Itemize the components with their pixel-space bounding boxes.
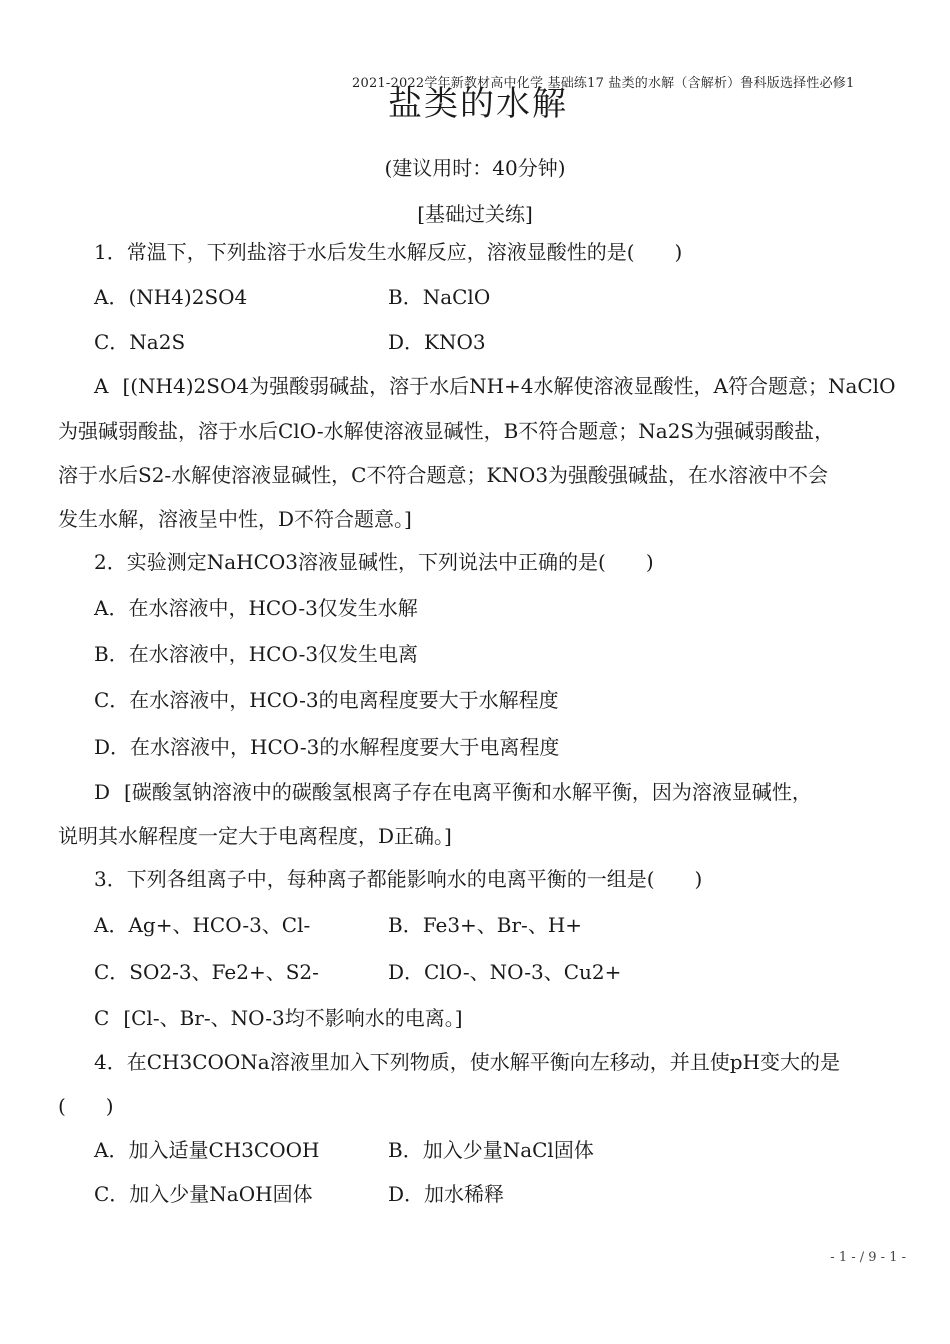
q2-option-b: B．在水溶液中，HCO-3仅发生电离	[94, 642, 419, 666]
q2-stem: 2．实验测定NaHCO3溶液显碱性，下列说法中正确的是( )	[94, 550, 654, 574]
q4-option-c: C．加入少量NaOH固体	[94, 1182, 313, 1206]
page-number: - 1 - / 9 - 1 -	[830, 1250, 906, 1265]
q2-explanation-text: [碳酸氢钠溶液中的碳酸氢根离子存在电离平衡和水解平衡，因为溶液显碱性，	[124, 780, 812, 804]
q1-option-b: B．NaClO	[388, 285, 491, 309]
q3-option-d: D．ClO-、NO-3、Cu2+	[388, 960, 622, 984]
q3-explanation-line1	[94, 1004, 463, 1032]
q3-stem: 3．下列各组离子中，每种离子都能影响水的电离平衡的一组是( )	[94, 867, 703, 891]
q1-explanation-line4: 发生水解，溶液呈中性，D不符合题意。]	[58, 507, 412, 531]
q4-stem-blank: ( )	[58, 1094, 114, 1118]
q4-option-b: B．加入少量NaCl固体	[388, 1138, 594, 1162]
q2-explanation-line1	[94, 778, 812, 806]
header-note: 2021-2022学年新教材高中化学 基础练17 盐类的水解（含解析）鲁科版选择性必修1	[352, 76, 855, 91]
q1-explanation-line2: 为强碱弱酸盐，溶于水后ClO-水解使溶液显碱性，B不符合题意；Na2S为强碱弱酸盐，	[58, 419, 835, 443]
q1-explanation-line1	[94, 372, 895, 400]
q4-stem: 4．在CH3COONa溶液里加入下列物质，使水解平衡向左移动，并且使pH变大的是	[94, 1050, 840, 1074]
q2-option-c: C．在水溶液中，HCO-3的电离程度要大于水解程度	[94, 688, 559, 712]
q3-option-b: B．Fe3+、Br-、H+	[388, 913, 583, 937]
q2-explanation-line2: 说明其水解程度一定大于电离程度，D正确。]	[58, 824, 452, 848]
q3-option-a: A．Ag+、HCO-3、Cl-	[94, 913, 311, 937]
q1-option-a: A．(NH4)2SO4	[94, 285, 248, 309]
q1-option-c: C．Na2S	[94, 330, 186, 354]
time-hint: (建议用时：40分钟)	[384, 156, 566, 180]
q3-answer-tag: C	[94, 1006, 110, 1030]
q1-answer-tag: A	[94, 374, 109, 398]
q4-option-a: A．加入适量CH3COOH	[94, 1138, 320, 1162]
q1-explanation-text: [(NH4)2SO4为强酸弱碱盐，溶于水后NH+4水解使溶液显酸性，A符合题意；NaClO	[122, 374, 896, 398]
page-title: 盐类的水解	[388, 84, 568, 124]
q2-option-a: A．在水溶液中，HCO-3仅发生水解	[94, 596, 418, 620]
section-heading: [基础过关练]	[417, 202, 533, 226]
q1-stem: 1．常温下，下列盐溶于水后发生水解反应，溶液显酸性的是( )	[94, 240, 683, 264]
q1-option-d: D．KNO3	[388, 330, 486, 354]
q3-explanation-text: [Cl-、Br-、NO-3均不影响水的电离。]	[123, 1006, 463, 1030]
q3-option-c: C．SO2-3、Fe2+、S2-	[94, 960, 319, 984]
q2-option-d: D．在水溶液中，HCO-3的水解程度要大于电离程度	[94, 735, 560, 759]
q4-option-d: D．加水稀释	[388, 1182, 505, 1206]
q2-answer-tag: D	[94, 780, 111, 804]
q1-explanation-line3: 溶于水后S2-水解使溶液显碱性，C不符合题意；KNO3为强酸强碱盐，在水溶液中不会	[58, 463, 829, 487]
